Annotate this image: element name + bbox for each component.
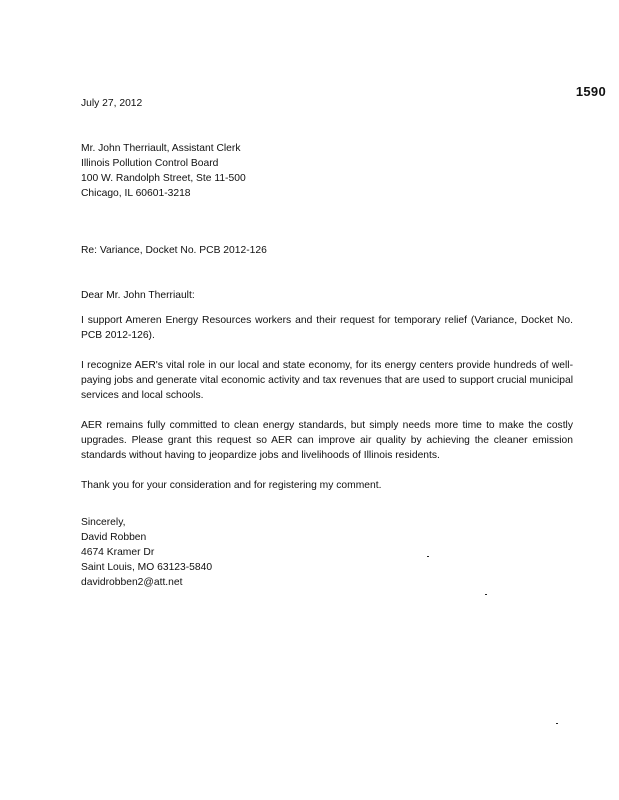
signature-city: Saint Louis, MO 63123-5840: [81, 562, 213, 573]
letter-body: [81, 96, 573, 590]
recipient-line: 100 W. Randolph Street, Ste 11-500: [81, 173, 246, 184]
recipient-line: Chicago, IL 60601-3218: [81, 188, 191, 199]
signature-block: [81, 515, 573, 590]
body-paragraph: I recognize AER's vital role in our local and state economy, for its energy centers provide hundreds of well-paying jobs and generate vital economic activity and tax revenues that are used to support crucial municipal services and local schools.: [81, 360, 573, 401]
salutation: Dear Mr. John Therriault:: [81, 290, 195, 301]
body-paragraph: AER remains fully committed to clean energy standards, but simply needs more time to make the costly upgrades. Please grant this request so AER can improve air quality by achieving the cleaner emission standards without having to jeopardize jobs and livelihoods of Illinois residents.: [81, 420, 573, 461]
scan-speck: [485, 594, 487, 595]
closing: Sincerely,: [81, 517, 126, 528]
re-line: Re: Variance, Docket No. PCB 2012-126: [81, 245, 267, 256]
letter-date: July 27, 2012: [81, 98, 143, 109]
scan-speck: [427, 556, 429, 557]
body-paragraph: I support Ameren Energy Resources workers and their request for temporary relief (Variance, Docket No. PCB 2012-126).: [81, 315, 573, 341]
recipient-line: Mr. John Therriault, Assistant Clerk: [81, 143, 241, 154]
signature-email: davidrobben2@att.net: [81, 577, 183, 588]
scan-speck: [556, 723, 558, 724]
recipient-line: Illinois Pollution Control Board: [81, 158, 219, 169]
signature-street: 4674 Kramer Dr: [81, 547, 155, 558]
body-paragraph: Thank you for your consideration and for registering my comment.: [81, 480, 382, 491]
page-number: 1590: [575, 84, 606, 99]
recipient-address: [81, 141, 573, 201]
signature-name: David Robben: [81, 532, 147, 543]
